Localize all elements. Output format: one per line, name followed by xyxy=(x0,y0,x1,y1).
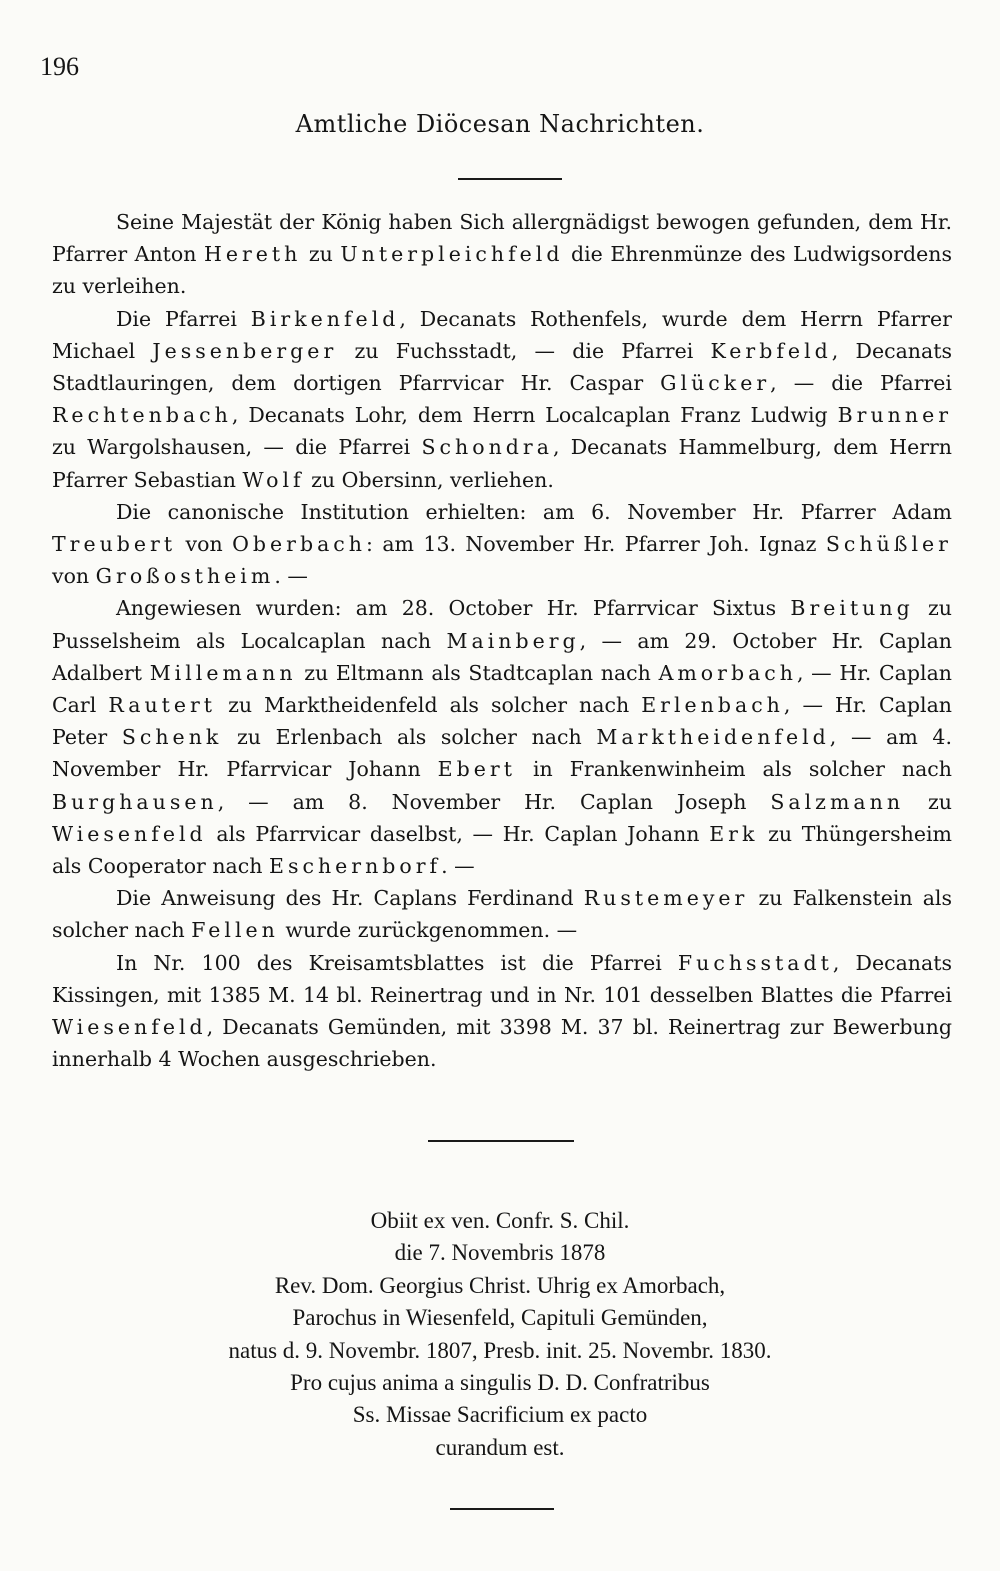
announcements-body xyxy=(52,206,952,1075)
obituary-line: Obiit ex ven. Confr. S. Chil. xyxy=(370,1208,630,1233)
name-spaced: Fellen xyxy=(191,918,279,943)
name-spaced: Jessenberger xyxy=(152,338,338,363)
name-spaced: Treubert xyxy=(52,532,177,557)
paragraph-text: , — am 8. November Hr. Caplan Joseph xyxy=(217,789,771,814)
name-spaced: Erk xyxy=(709,821,759,846)
name-spaced: Millemann xyxy=(149,660,297,685)
paragraph-text: als Pfarrvicar daselbst, — Hr. Caplan Johann xyxy=(206,821,710,846)
paragraph-text: , — Hr. Caplan Peter xyxy=(52,693,952,750)
obituary-line: Ss. Missae Sacrificium ex pacto xyxy=(352,1402,648,1428)
name-spaced: Rustemeyer xyxy=(583,886,749,911)
paragraph-text: Die canonische Institution erhielten: am 6. November Hr. Pfarrer Adam xyxy=(116,499,952,524)
paragraph-text: zu Fuchsstadt, — die Pfarrei xyxy=(337,338,711,363)
announcement-paragraph xyxy=(52,947,952,1076)
name-spaced: Schenk xyxy=(121,725,223,750)
paragraph-text: , — am 29. October Hr. Caplan Adalbert xyxy=(52,628,952,685)
name-spaced: Hereth xyxy=(203,242,302,267)
paragraph-text: zu xyxy=(904,789,952,814)
name-spaced: Großostheim xyxy=(95,564,275,589)
paragraph-text: die Ehrenmünze des Ludwigsordens zu verleihen. xyxy=(52,242,952,299)
name-spaced: Kerbfeld xyxy=(710,338,832,363)
paragraph-text: zu Erlenbach als solcher nach xyxy=(222,725,597,750)
paragraph-text: zu Wargolshausen, — die Pfarrei xyxy=(52,435,422,460)
obituary-line: die 7. Novembris 1878 xyxy=(394,1240,606,1266)
name-spaced: Fuchsstadt xyxy=(677,950,833,975)
paragraph-text: , Decanats Lohr, dem Herrn Localcaplan Franz Ludwig xyxy=(231,403,838,428)
divider-rule xyxy=(450,1508,554,1510)
paragraph-text: , — am 4. November Hr. Pfarrvicar Johann xyxy=(52,725,952,782)
paragraph-text: : am 13. November Hr. Pfarrer Joh. Ignaz xyxy=(365,532,826,557)
name-spaced: Salzmann xyxy=(770,789,905,814)
paragraph-text: Seine Majestät der König haben Sich allergnädigst bewogen gefunden, dem Hr. Pfarrer Anton xyxy=(52,210,952,267)
paragraph-text: zu xyxy=(301,242,341,267)
obituary-line: curandum est. xyxy=(435,1434,565,1460)
paragraph-text: Die Pfarrei xyxy=(116,306,251,331)
announcement-paragraph xyxy=(52,592,952,882)
paragraph-text: , — Hr. Caplan Carl xyxy=(52,660,952,718)
name-spaced: Eschernborf xyxy=(268,854,442,879)
divider-rule xyxy=(428,1140,574,1142)
paragraph-text: Die Anweisung des Hr. Caplans Ferdinand xyxy=(116,886,584,911)
name-spaced: Mainberg xyxy=(446,628,580,653)
name-spaced: Schüßler xyxy=(825,532,952,557)
obituary-line: Rev. Dom. Georgius Christ. Uhrig ex Amorbach, xyxy=(274,1272,726,1298)
name-spaced: Wiesenfeld xyxy=(52,1015,207,1040)
paragraph-text: zu Eltmann als Stadtcaplan nach xyxy=(296,660,659,685)
page-heading: Amtliche Diöcesan Nachrichten. xyxy=(295,110,705,138)
obituary-line: natus d. 9. Novembr. 1807, Presb. init. 25. Novembr. 1830. xyxy=(228,1337,772,1363)
name-spaced: Glücker xyxy=(660,371,771,396)
paragraph-text: . — xyxy=(441,854,475,879)
name-spaced: Erlenbach xyxy=(641,693,784,718)
obituary-notice xyxy=(0,1205,1000,1464)
obituary-line: Pro cujus anima a singulis D. D. Confratribus xyxy=(290,1370,710,1396)
paragraph-text: , — die Pfarrei xyxy=(770,371,952,396)
name-spaced: Wolf xyxy=(242,467,305,492)
paragraph-text: zu Thüngersheim als Cooperator nach xyxy=(52,821,952,879)
announcement-paragraph xyxy=(52,206,952,303)
paragraph-text: wurde zurückgenommen. — xyxy=(278,918,578,943)
name-spaced: Marktheidenfeld xyxy=(596,725,830,750)
paragraph-text: zu Pusselsheim als Localcaplan nach xyxy=(52,596,952,653)
name-spaced: Amorbach xyxy=(658,660,797,685)
name-spaced: Ebert xyxy=(437,757,516,782)
name-spaced: Burghausen xyxy=(52,789,218,814)
paragraph-text: , Decanats Rothenfels, wurde dem Herrn Pfarrer Michael xyxy=(52,306,952,363)
paragraph-text: , Decanats Gemünden, mit 3398 M. 37 bl. Reinertrag zur Bewerbung innerhalb 4 Wochen ausgeschrieben. xyxy=(52,1015,952,1072)
announcement-paragraph xyxy=(52,882,952,946)
paragraph-text: , Decanats Kissingen, mit 1385 M. 14 bl. Reinertrag und in Nr. 101 desselben Blattes die Pfarrei xyxy=(52,950,952,1007)
name-spaced: Birkenfeld xyxy=(250,306,400,331)
divider-rule xyxy=(458,178,562,180)
obituary-line: Parochus in Wiesenfeld, Capituli Gemünden, xyxy=(292,1305,708,1331)
name-spaced: Rechtenbach xyxy=(52,403,232,428)
paragraph-text: zu Falkenstein als solcher nach xyxy=(52,886,952,943)
paragraph-text: von xyxy=(176,532,233,557)
announcement-paragraph xyxy=(52,496,952,593)
page-number: 196 xyxy=(40,52,79,81)
paragraph-text: zu Marktheidenfeld als solcher nach xyxy=(216,693,642,718)
paragraph-text: . — xyxy=(274,564,308,589)
announcement-paragraph xyxy=(52,303,952,496)
paragraph-text: zu Obersinn, verliehen. xyxy=(304,467,554,492)
name-spaced: Wiesenfeld xyxy=(52,821,207,846)
name-spaced: Brunner xyxy=(837,403,952,428)
name-spaced: Schondra xyxy=(421,435,553,460)
name-spaced: Rautert xyxy=(108,693,217,718)
name-spaced: Breitung xyxy=(790,596,914,621)
name-spaced: Unterpleichfeld xyxy=(340,242,564,267)
paragraph-text: In Nr. 100 des Kreisamtsblattes ist die Pfarrei xyxy=(116,950,678,975)
paragraph-text: in Frankenwinheim als solcher nach xyxy=(515,757,952,782)
paragraph-text: Angewiesen wurden: am 28. October Hr. Pfarrvicar Sixtus xyxy=(116,596,791,621)
paragraph-text: von xyxy=(52,564,96,589)
name-spaced: Oberbach xyxy=(232,532,366,557)
paragraph-text: , Decanats Hammelburg, dem Herrn Pfarrer Sebastian xyxy=(52,435,952,492)
paragraph-text: , Decanats Stadtlauringen, dem dortigen Pfarrvicar Hr. Caspar xyxy=(52,338,952,396)
